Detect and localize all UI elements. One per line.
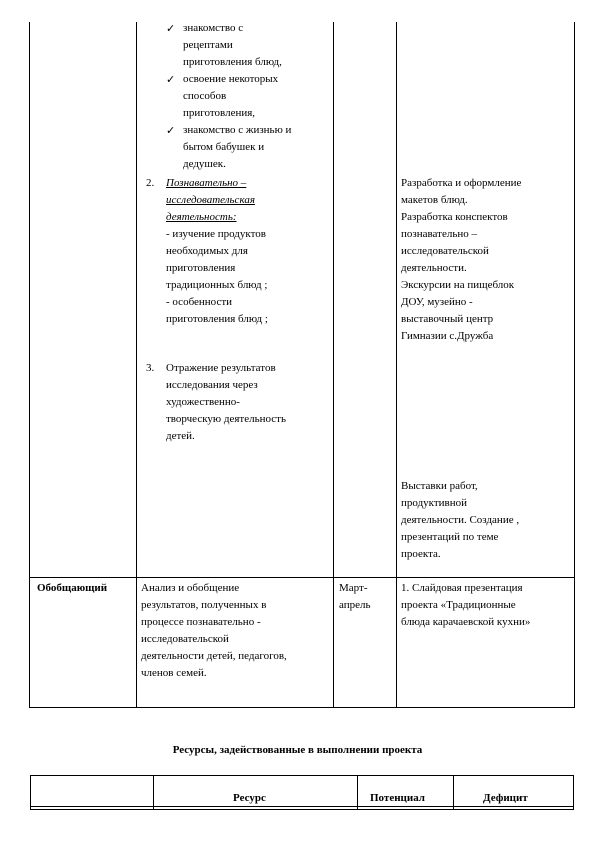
col4-b2-line-1: Выставки работ, <box>401 480 478 492</box>
col4-b1-line-9: выставочный центр <box>401 313 494 325</box>
bullet-2-line-3: приготовления, <box>183 107 256 119</box>
item-3-line-3: художественно- <box>166 396 240 408</box>
item-3-line-1: Отражение результатов <box>166 362 276 374</box>
col4-b1-line-5: исследовательской <box>401 245 489 257</box>
stage-label: Обобщающий <box>37 582 108 594</box>
item-2-title-line-1: Познавательно – <box>166 177 247 189</box>
row2-content-line-1: Анализ и обобщение <box>141 582 240 594</box>
col4-b1-line-3: Разработка конспектов <box>401 211 508 223</box>
bullet-1-line-2: рецептами <box>183 39 233 51</box>
col4-b1-line-7: Экскурсии на пищеблок <box>401 279 515 291</box>
col4-b2-line-4: презентаций по теме <box>401 531 499 543</box>
check-icon: ✓ <box>166 22 176 35</box>
resources-divider-3 <box>453 775 454 809</box>
row2-period-line-1: Март- <box>339 582 368 594</box>
bullet-1-line-3: приготовления блюд, <box>183 56 282 68</box>
col4-b1-line-6: деятельности. <box>401 262 467 274</box>
row2-result-line-1: 1. Слайдовая презентация <box>401 582 523 594</box>
bullet-1-line-1: знакомство с <box>183 22 244 34</box>
item-2-line-6: приготовления блюд ; <box>166 313 268 325</box>
col4-b1-line-10: Гимназии с.Дружба <box>401 330 494 342</box>
table-divider-1 <box>136 22 137 708</box>
resources-border-right <box>573 775 574 809</box>
item-3-line-4: творческую деятельность <box>166 413 286 425</box>
item-3-line-5: детей. <box>166 430 195 442</box>
item-3-line-2: исследования через <box>166 379 258 391</box>
col4-b1-line-8: ДОУ, музейно - <box>401 296 473 308</box>
header-resource: Ресурс <box>233 792 266 804</box>
col4-b2-line-5: проекта. <box>401 548 441 560</box>
header-deficit: Дефицит <box>483 792 528 804</box>
col4-b1-line-2: макетов блюд. <box>401 194 468 206</box>
item-3-number: 3. <box>146 362 155 374</box>
col4-b1-line-1: Разработка и оформление <box>401 177 522 189</box>
bullet-2-line-2: способов <box>183 90 227 102</box>
row2-content-line-4: исследовательской <box>141 633 229 645</box>
resources-divider-2 <box>357 775 358 809</box>
resources-divider-1 <box>153 775 154 809</box>
bullet-3-line-3: дедушек. <box>183 158 226 170</box>
resources-table-top <box>30 775 574 776</box>
check-icon: ✓ <box>166 124 176 137</box>
item-2-title-line-3: деятельность: <box>166 211 237 223</box>
row2-result-line-2: проекта «Традиционные <box>401 599 516 611</box>
item-2-line-3: приготовления <box>166 262 236 274</box>
row2-content-line-2: результатов, полученных в <box>141 599 267 611</box>
row2-period-line-2: апрель <box>339 599 371 611</box>
table-border-bottom <box>29 707 575 708</box>
row2-content-line-3: процессе познавательно - <box>141 616 261 628</box>
item-2-title-line-2: исследовательская <box>166 194 255 206</box>
table-divider-3 <box>396 22 397 708</box>
header-potential: Потенциал <box>370 792 425 804</box>
resources-border-left <box>30 775 31 809</box>
col4-b2-line-2: продуктивной <box>401 497 468 509</box>
item-2-line-5: - особенности <box>166 296 233 308</box>
table-border-left <box>29 22 30 708</box>
item-2-line-1: - изучение продуктов <box>166 228 266 240</box>
col4-b1-line-4: познавательно – <box>401 228 477 240</box>
bullet-3-line-1: знакомство с жизнью и <box>183 124 292 136</box>
check-icon: ✓ <box>166 73 176 86</box>
table-divider-2 <box>333 22 334 708</box>
bullet-3-line-2: бытом бабушек и <box>183 141 265 153</box>
item-2-number: 2. <box>146 177 155 189</box>
item-2-line-2: необходимых для <box>166 245 248 257</box>
table-row-separator <box>29 577 575 578</box>
table-border-right <box>574 22 575 708</box>
col4-b2-line-3: деятельности. Создание , <box>401 514 520 526</box>
row2-result-line-3: блюда карачаевской кухни» <box>401 616 531 628</box>
row2-content-line-5: деятельности детей, педагогов, <box>141 650 287 662</box>
resources-heading: Ресурсы, задействованные в выполнении проекта <box>172 744 423 756</box>
row2-content-line-6: членов семей. <box>141 667 207 679</box>
item-2-line-4: традиционных блюд ; <box>166 279 268 291</box>
bullet-2-line-1: освоение некоторых <box>183 73 279 85</box>
